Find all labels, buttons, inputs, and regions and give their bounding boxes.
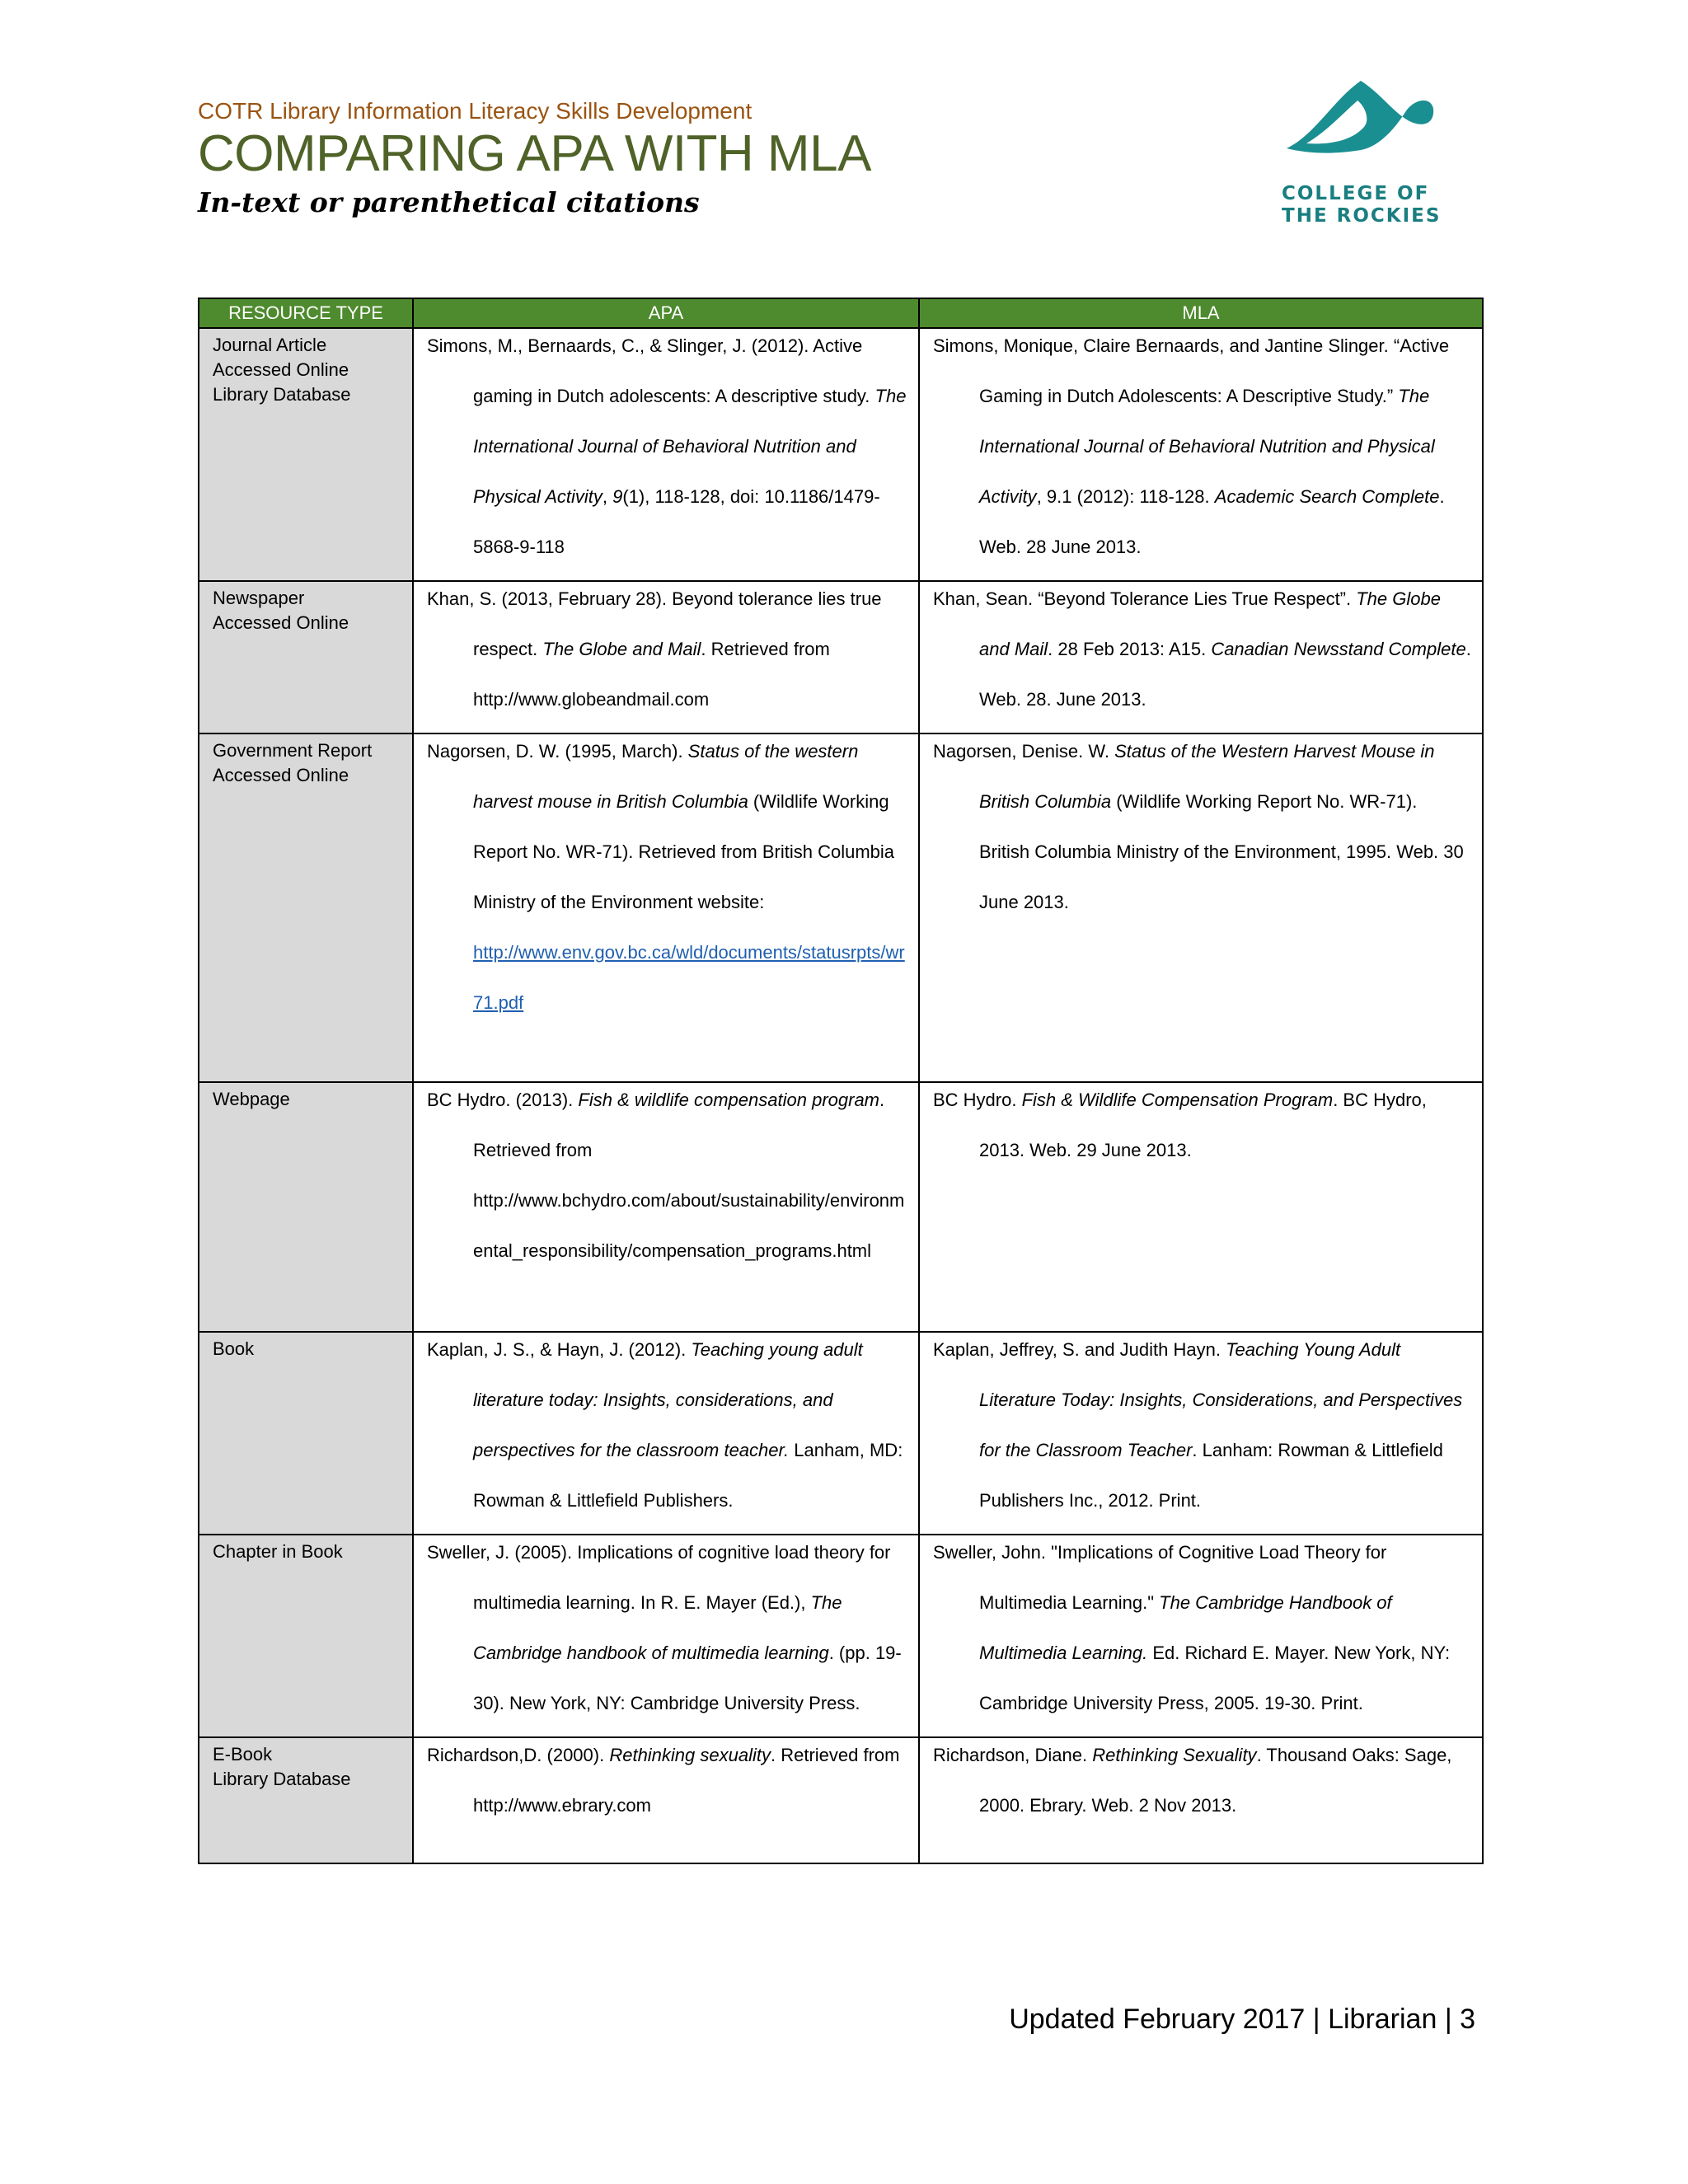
resource-type-cell <box>199 1535 413 1737</box>
apa-citation <box>427 726 908 1028</box>
resource-type-label: Chapter in Book <box>213 1541 343 1562</box>
college-logo <box>1273 76 1447 232</box>
apa-citation <box>427 1075 908 1276</box>
resource-type-label: E-Book Library Database <box>213 1744 351 1789</box>
table-row <box>199 328 1483 581</box>
citation-segment: (Wildlife Working Report No. WR-71). Retrieved from British Columbia Ministry of the Environment website: <box>473 791 895 912</box>
citation-segment: , 9.1 (2012): 118-128. <box>1036 486 1215 507</box>
resource-type-cell <box>199 733 413 1082</box>
resource-type-label: Government Report Accessed Online <box>213 740 373 785</box>
citation-segment: . Web. 28. June 2013. <box>979 639 1471 710</box>
resource-type-cell <box>199 328 413 581</box>
table-row <box>199 1535 1483 1737</box>
header-mla: MLA <box>919 298 1483 328</box>
resource-type-label: Book <box>213 1338 255 1359</box>
apa-citation <box>427 1730 908 1830</box>
citation-italic-segment: The Globe and Mail <box>542 639 701 659</box>
citation-italic-segment: Teaching Young Adult Literature Today: Insights, Considerations, and Perspectives for the Classroom Teacher <box>979 1339 1463 1460</box>
citation-segment: Sweller, J. (2005). Implications of cognitive load theory for multimedia learning. In R. E. Mayer (Ed.), <box>427 1542 891 1613</box>
citation-segment: Lanham, MD: Rowman & Littlefield Publishers. <box>473 1440 903 1511</box>
table-row <box>199 581 1483 733</box>
apa-citation-cell <box>413 733 919 1082</box>
citation-italic-segment: The International Journal of Behavioral Nutrition and Physical Activity <box>979 386 1435 507</box>
logo-line-1: COLLEGE OF <box>1282 183 1430 204</box>
resource-type-cell <box>199 581 413 733</box>
mla-citation-cell <box>919 1082 1483 1332</box>
citation-segment: BC Hydro. (2013). <box>427 1090 579 1110</box>
citation-segment: Nagorsen, Denise. W. <box>933 741 1115 762</box>
table-row <box>199 1737 1483 1863</box>
citation-italic-segment: Rethinking Sexuality <box>1092 1745 1257 1765</box>
document-header <box>198 97 1269 221</box>
mla-citation <box>933 1730 1472 1830</box>
page-footer: Updated February 2017 | Librarian | 3 <box>1009 2004 1475 2035</box>
mla-citation <box>933 574 1472 724</box>
citation-italic-segment: The Cambridge handbook of multimedia learning <box>473 1592 842 1663</box>
citation-segment: (1), 118-128, doi: 10.1186/1479-5868-9-118 <box>473 486 880 557</box>
citation-segment: Khan, S. (2013, February 28). Beyond tolerance lies true respect. <box>427 588 882 659</box>
apa-citation-cell <box>413 1332 919 1535</box>
citation-segment: , <box>602 486 613 507</box>
resource-type-label: Webpage <box>213 1089 290 1109</box>
apa-citation <box>427 321 908 572</box>
page-subtitle: In-text or parenthetical citations <box>198 186 700 218</box>
mla-citation-cell <box>919 1737 1483 1863</box>
citation-segment: Kaplan, J. S., & Hayn, J. (2012). <box>427 1339 692 1360</box>
citation-segment: . Retrieved from http://www.bchydro.com/about/sustainability/environmental_responsibility/compensation_programs.html <box>473 1090 905 1261</box>
citation-segment: (Wildlife Working Report No. WR-71). British Columbia Ministry of the Environment, 1995. Web. 30 June 2013. <box>979 791 1464 912</box>
citation-italic-segment: Status of the western harvest mouse in British Columbia <box>473 741 859 812</box>
mla-citation-cell <box>919 733 1483 1082</box>
citation-link[interactable]: http://www.env.gov.bc.ca/wld/documents/statusrpts/wr71.pdf <box>473 942 905 1013</box>
resource-type-cell <box>199 1332 413 1535</box>
citation-italic-segment: Fish & wildlife compensation program <box>578 1090 880 1110</box>
table-row <box>199 1332 1483 1535</box>
citation-italic-segment: The Cambridge Handbook of Multimedia Learning. <box>979 1592 1392 1663</box>
citation-segment: . (pp. 19-30). New York, NY: Cambridge University Press. <box>473 1643 902 1713</box>
citation-segment: Simons, Monique, Claire Bernaards, and Jantine Slinger. “Active Gaming in Dutch Adolescents: A Descriptive Study.” <box>933 335 1450 406</box>
citation-segment: . Web. 28 June 2013. <box>979 486 1445 557</box>
citation-italic-segment: The International Journal of Behavioral Nutrition and Physical Activity <box>473 386 907 507</box>
mla-citation <box>933 1527 1472 1728</box>
mla-citation <box>933 726 1472 927</box>
header-apa: APA <box>413 298 919 328</box>
apa-citation <box>427 574 908 724</box>
citation-segment: . Lanham: Rowman & Littlefield Publishers Inc., 2012. Print. <box>979 1440 1443 1511</box>
apa-citation-cell <box>413 1082 919 1332</box>
mla-citation <box>933 1075 1472 1175</box>
citation-segment: . Retrieved from http://www.ebrary.com <box>473 1745 900 1816</box>
header-resource-type: RESOURCE TYPE <box>199 298 413 328</box>
citation-italic-segment: Teaching young adult literature today: Insights, considerations, and perspectives for the classroom teacher. <box>473 1339 863 1460</box>
citation-segment: Sweller, John. "Implications of Cognitive Load Theory for Multimedia Learning." <box>933 1542 1387 1613</box>
citation-segment: Richardson, Diane. <box>933 1745 1093 1765</box>
resource-type-cell <box>199 1737 413 1863</box>
resource-type-cell <box>199 1082 413 1332</box>
citation-segment: Ed. Richard E. Mayer. New York, NY: Cambridge University Press, 2005. 19-30. Print. <box>979 1643 1451 1713</box>
table-row <box>199 733 1483 1082</box>
apa-citation <box>427 1324 908 1526</box>
resource-type-label: Newspaper Accessed Online <box>213 588 349 633</box>
mla-citation <box>933 1324 1472 1526</box>
citation-segment: BC Hydro. <box>933 1090 1022 1110</box>
citation-italic-segment: Fish & Wildlife Compensation Program <box>1021 1090 1334 1110</box>
mla-citation-cell <box>919 581 1483 733</box>
citation-segment: . Thousand Oaks: Sage, 2000. Ebrary. Web. 2 Nov 2013. <box>979 1745 1452 1816</box>
logo-line-2: THE ROCKIES <box>1282 205 1442 227</box>
mla-citation-cell <box>919 328 1483 581</box>
citation-segment: Richardson,D. (2000). <box>427 1745 610 1765</box>
citation-segment: Kaplan, Jeffrey, S. and Judith Hayn. <box>933 1339 1226 1360</box>
mountain-logo-icon <box>1282 76 1438 158</box>
mla-citation <box>933 321 1472 572</box>
logo-text <box>1282 183 1441 227</box>
mla-citation-cell <box>919 1535 1483 1737</box>
citation-segment: Khan, Sean. “Beyond Tolerance Lies True Respect”. <box>933 588 1357 609</box>
organization-line: COTR Library Information Literacy Skills Development <box>198 98 753 124</box>
table-body <box>199 328 1483 1863</box>
resource-type-label: Journal Article Accessed Online Library Database <box>213 335 351 405</box>
apa-citation-cell <box>413 581 919 733</box>
apa-citation-cell <box>413 1535 919 1737</box>
citation-segment: . Retrieved from http://www.globeandmail.com <box>473 639 830 710</box>
apa-citation-cell <box>413 1737 919 1863</box>
citation-italic-segment: Status of the Western Harvest Mouse in British Columbia <box>979 741 1435 812</box>
apa-citation-cell <box>413 328 919 581</box>
citation-segment: Nagorsen, D. W. (1995, March). <box>427 741 688 762</box>
mla-citation-cell <box>919 1332 1483 1535</box>
table-row <box>199 1082 1483 1332</box>
citation-italic-segment: Rethinking sexuality <box>609 1745 771 1765</box>
citation-italic-segment: Canadian Newsstand Complete <box>1211 639 1466 659</box>
citation-italic-segment: 9 <box>612 486 623 507</box>
citation-segment: . 28 Feb 2013: A15. <box>1048 639 1212 659</box>
citation-italic-segment: The Globe and Mail <box>979 588 1441 659</box>
citation-italic-segment: Academic Search Complete <box>1214 486 1440 507</box>
citation-segment: . BC Hydro, 2013. Web. 29 June 2013. <box>979 1090 1427 1160</box>
citation-segment: Simons, M., Bernaards, C., & Slinger, J. (2012). Active gaming in Dutch adolescents: A descriptive study. <box>427 335 875 406</box>
apa-citation <box>427 1527 908 1728</box>
comparison-table <box>198 298 1484 1864</box>
page-title: COMPARING APA WITH MLA <box>198 125 871 182</box>
